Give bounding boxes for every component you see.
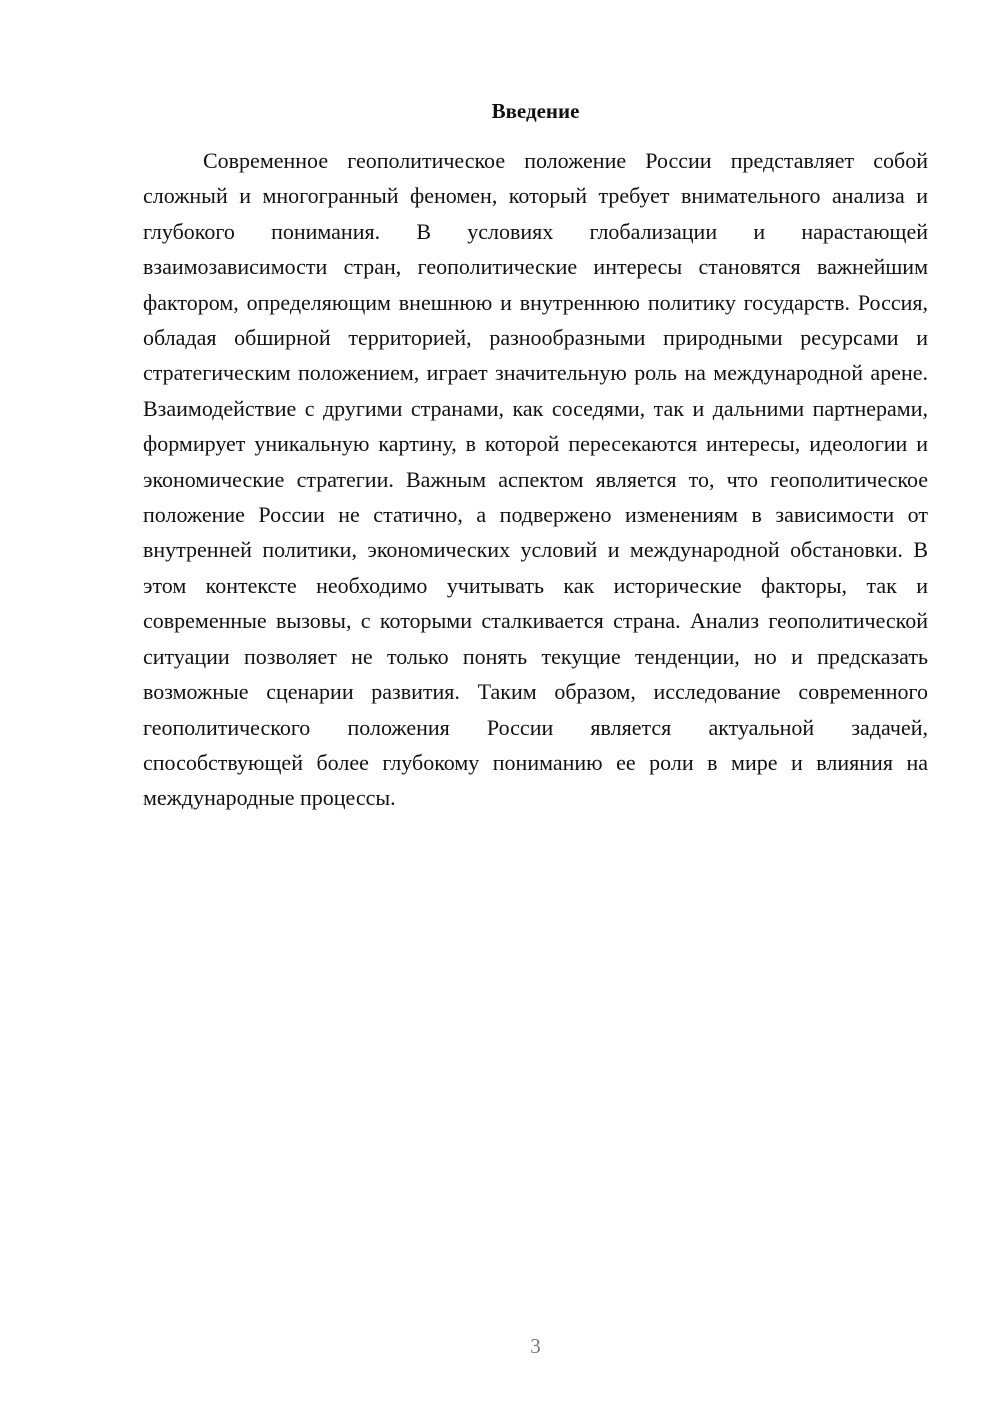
section-heading: Введение: [491, 99, 580, 123]
page-number: 3: [530, 1334, 541, 1358]
body-paragraph: Современное геополитическое положение России представляет собой сложный и многогранный феномен, который требует внимательного анализа и глубокого понимания. В условиях глобализации и нарастающей взаимозависимости стран, геополитические интересы становятся важнейшим фактором, определяющим внешнюю и внутреннюю политику государств. Россия, обладая обширной территорией, разнообразными природными ресурсами и стратегическим положением, играет значительную роль на международной арене. Взаимодействие с другими странами, как соседями, так и дальними партнерами, формирует уникальную картину, в которой пересекаются интересы, идеологии и экономические стратегии. Важным аспектом является то, что геополитическое положение России не статично, а подвержено изменениям в зависимости от внутренней политики, экономических условий и международной обстановки. В этом контексте необходимо учитывать как исторические факторы, так и современные вызовы, с которыми сталкивается страна. Анализ геополитической ситуации позволяет не только понять текущие тенденции, но и предсказать возможные сценарии развития. Таким образом, исследование современного геополитического положения России является актуальной задачей, способствующей более глубокому пониманию ее роли в мире и влияния на международные процессы.: [143, 148, 928, 811]
